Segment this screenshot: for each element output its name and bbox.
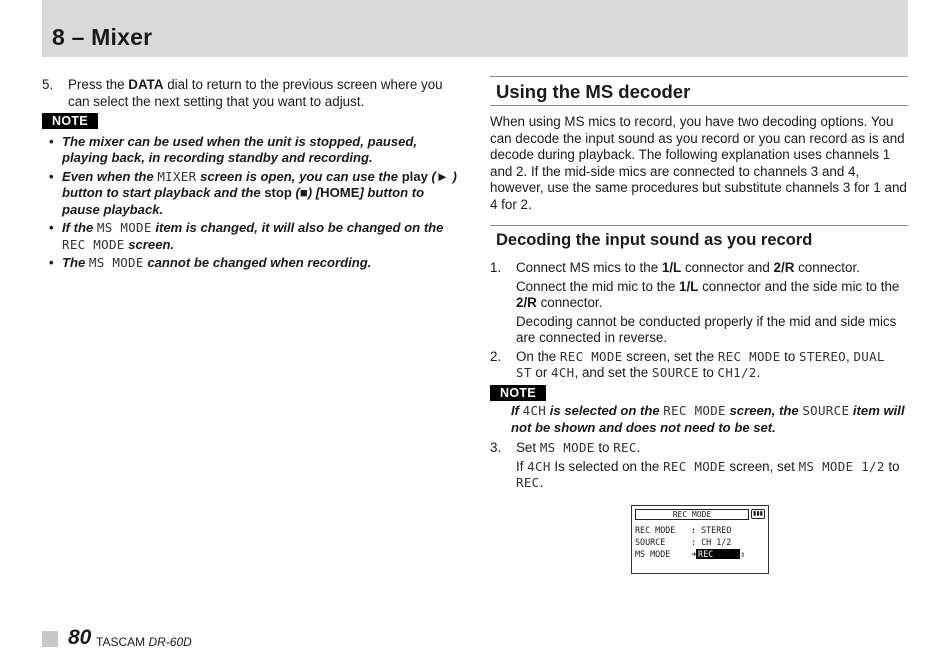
note-bullet: • The mixer can be used when the unit is stopped, paused, playing back, in recording standby and recording. xyxy=(42,134,458,167)
step-2: 2. On the REC MODE screen, set the REC MODE to STEREO, DUAL ST or 4CH, and set the SOURCE to CH1/2. xyxy=(490,348,885,380)
footer-marker xyxy=(42,631,58,647)
step-note-text: Decoding cannot be conducted properly if the mid and side mics are connected in reverse. xyxy=(516,313,897,345)
step-number: 2. xyxy=(490,348,502,364)
battery-icon: ▮▮▮ xyxy=(751,509,765,519)
section-heading: Using the MS decoder xyxy=(490,76,908,106)
note-text: If 4CH is selected on the REC MODE screen, the SOURCE item will not be shown and does not need to be set. xyxy=(511,403,905,435)
arrow-icon: ➜ xyxy=(691,549,697,559)
step-number: 1. xyxy=(490,260,502,275)
step-text: dial to return to the previous screen where you can select the next setting that you want to adjust. xyxy=(68,77,443,109)
model-name: DR-60D xyxy=(148,635,192,649)
selected-value: REC xyxy=(696,549,740,559)
chapter-title: 8 – Mixer xyxy=(52,24,153,50)
screen-row: SOURCE : CH 1/2 xyxy=(635,537,732,547)
step-1: 1. Connect MS mics to the 1/L connector and 2/R connector. Connect the mid mic to the 1/L connector and the side mic to the 2/R connector. Decoding cannot be conducted properly if the mid and side mics are connected in reverse. xyxy=(490,260,908,347)
note-bullets xyxy=(42,134,458,272)
step-number: 3. xyxy=(490,440,502,455)
note-bullet: • The MS MODE cannot be changed when recording. xyxy=(42,255,458,272)
footer-brand xyxy=(96,635,192,649)
step-3: 3. Set MS MODE to REC. If 4CH Is selected on the REC MODE screen, set MS MODE 1/2 to REC. xyxy=(490,440,900,490)
screen-row: REC MODE : STEREO xyxy=(635,525,732,535)
left-column xyxy=(42,77,458,274)
step-text: Press the xyxy=(68,77,129,92)
step-5 xyxy=(42,77,458,110)
note-bullet: • Even when the MIXER screen is open, you can use the play (► ) button to start playback and the stop (■) [HOME] button to pause playback. xyxy=(42,169,458,219)
screen-row: MS MODE ➜ REC ⇕ xyxy=(635,549,746,559)
procedure-list xyxy=(490,260,908,492)
right-column xyxy=(490,76,908,494)
intro-paragraph: When using MS mics to record, you have two decoding options. You can decode the input sound as you record or you can record as is and decode during playback. The following explanation uses channels 1 and 2. If the mid-side mics are connected to channels 3 and 4, however, use the same procedures but substitute channels 3 for 1 and 4 for 2. xyxy=(490,114,907,212)
page-number: 80 xyxy=(68,626,92,649)
note-badge: NOTE xyxy=(42,113,98,129)
screen-title: REC MODE xyxy=(635,509,749,520)
subsection-heading: Decoding the input sound as you record xyxy=(490,225,908,250)
note-bullet: • If the MS MODE item is changed, it will also be changed on the REC MODE screen. xyxy=(42,220,458,253)
lcd-screen-illustration xyxy=(631,505,769,574)
step-number: 5. xyxy=(42,77,54,92)
note-badge: NOTE xyxy=(490,385,546,401)
data-dial-label: DATA xyxy=(128,77,164,92)
chapter-header xyxy=(42,0,908,57)
up-down-icon: ⇕ xyxy=(740,549,746,559)
brand-name: TASCAM xyxy=(96,635,146,649)
